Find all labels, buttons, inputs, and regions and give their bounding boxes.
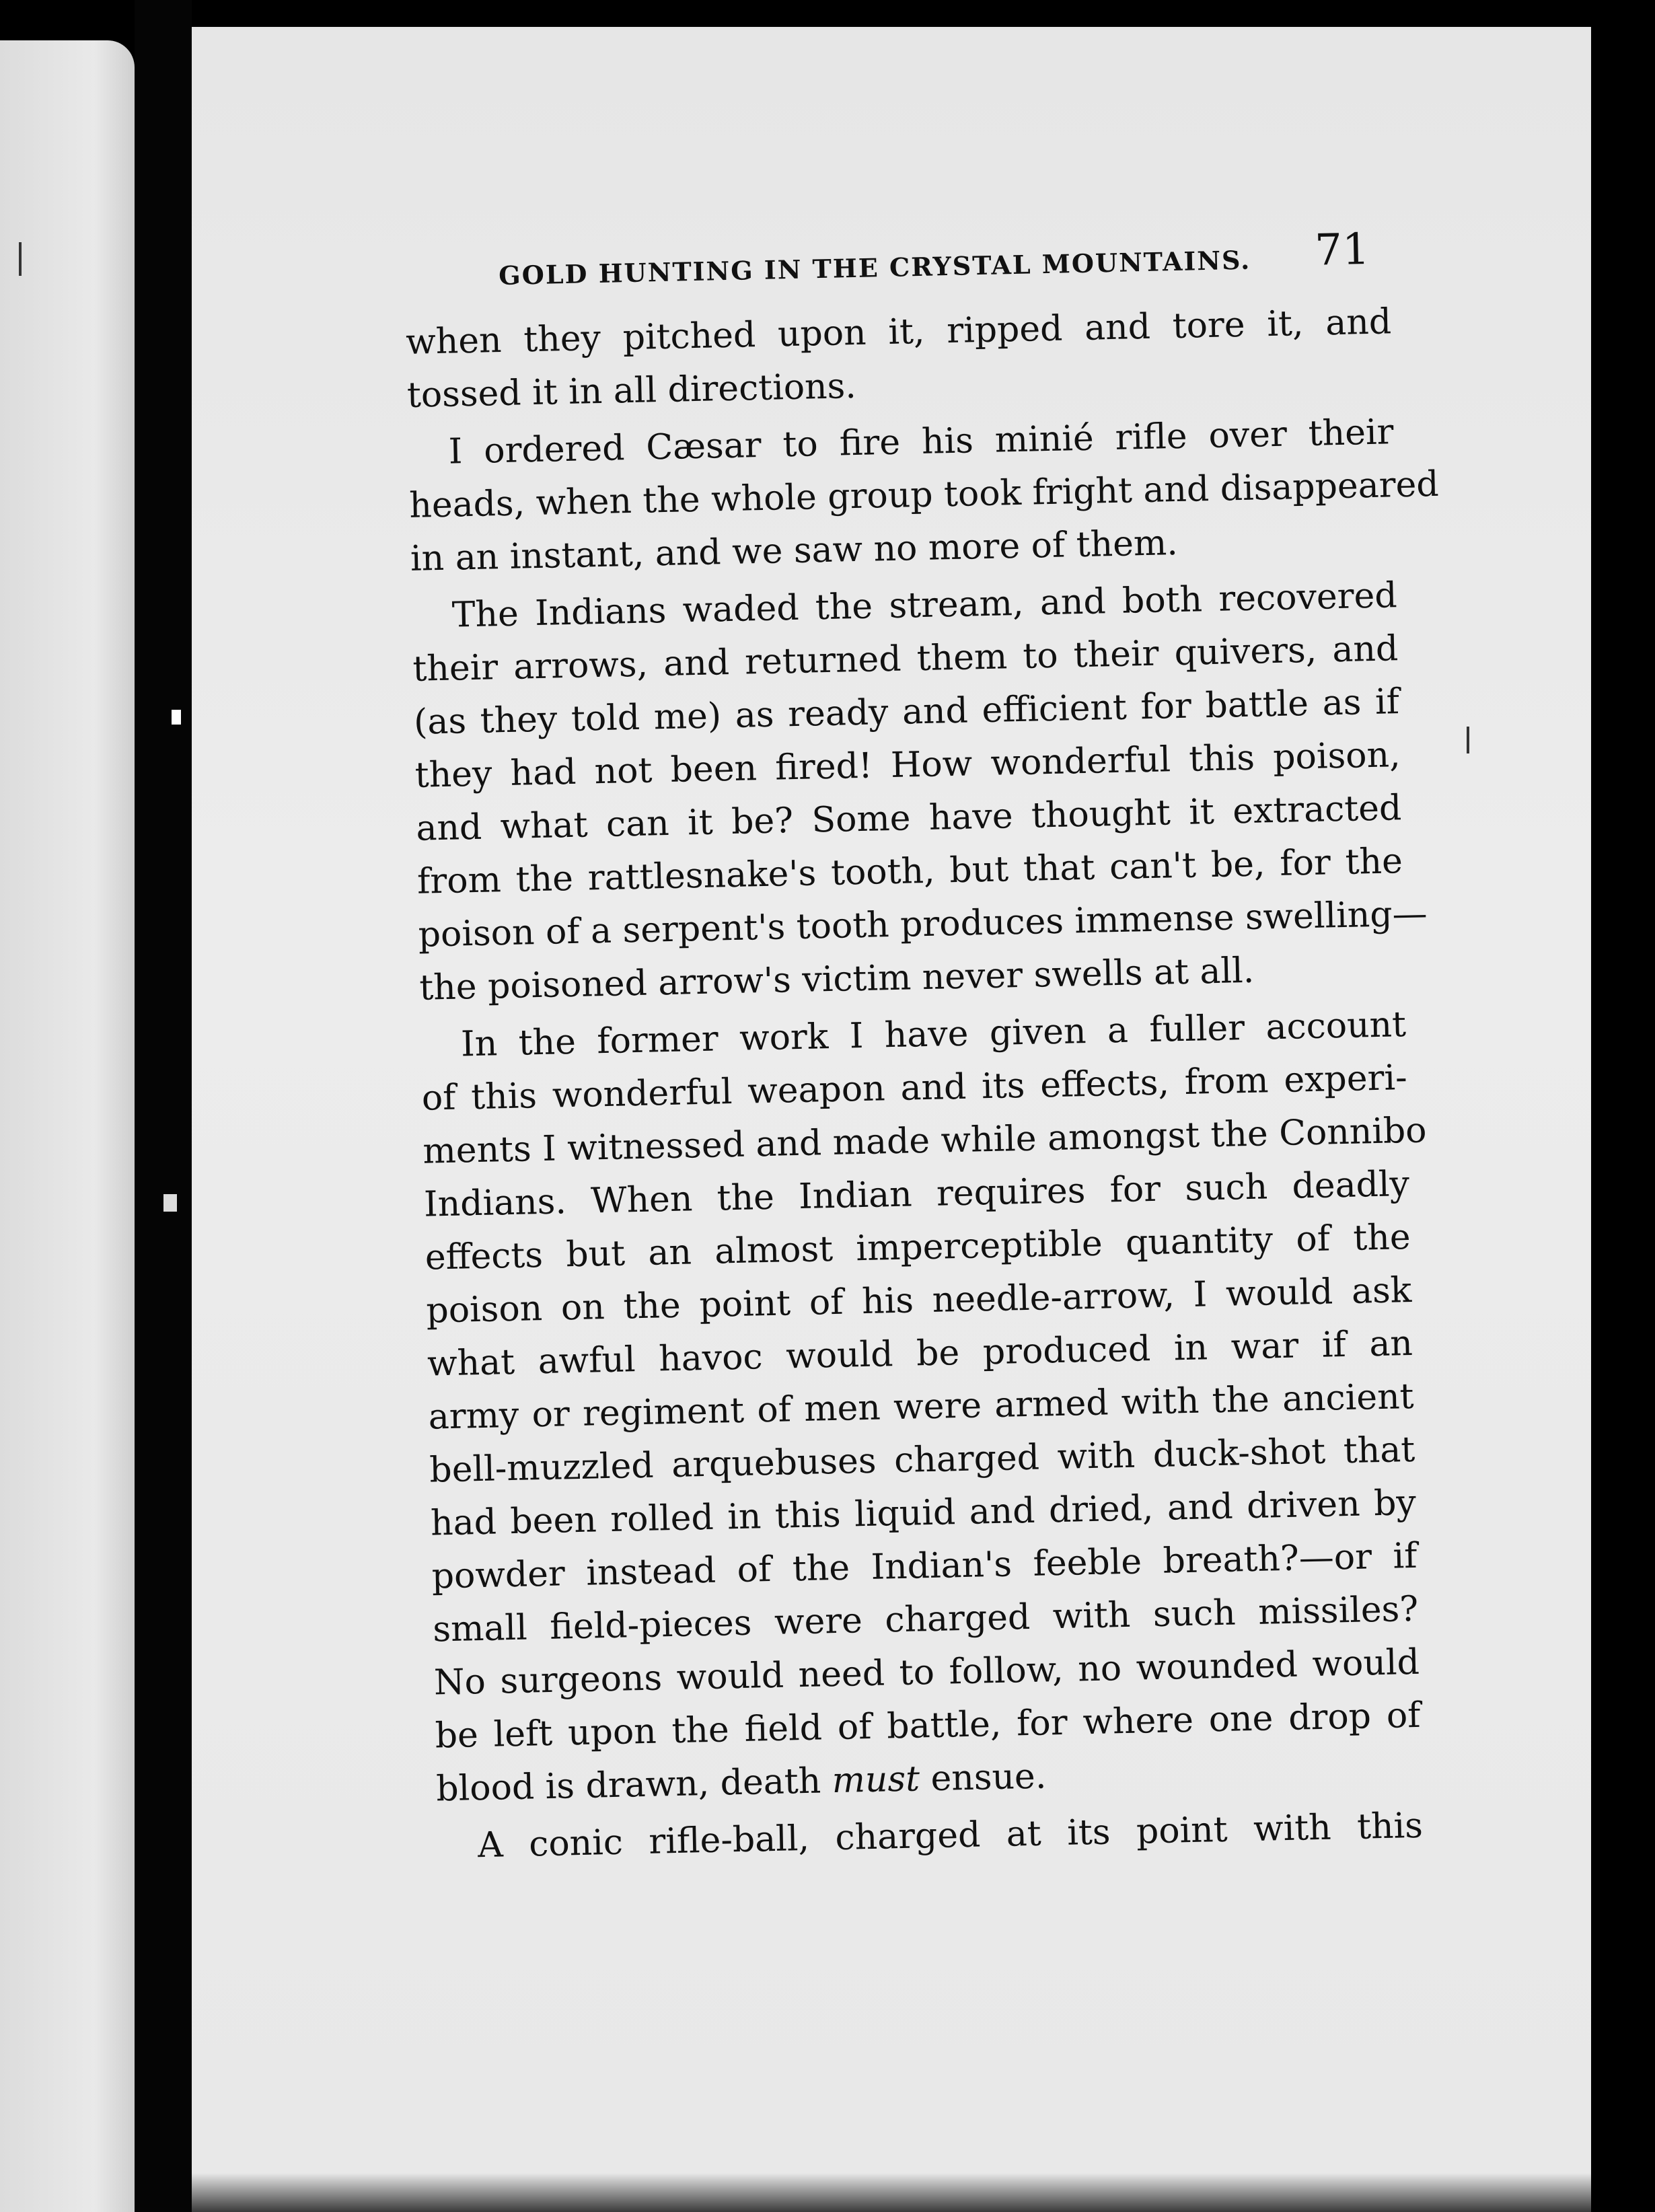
text-line: A conic rifle-ball, charged at its point with this <box>477 1805 1424 1866</box>
text-line: poison on the point of his needle-arrow, I would ask <box>425 1269 1412 1331</box>
text-line: tossed it in all directions. <box>406 365 857 416</box>
text-line: the poisoned arrow's victim never swells at all. <box>418 950 1255 1008</box>
text-line: No surgeons would need to follow, no wounded would <box>433 1642 1420 1703</box>
left-page-edge <box>0 40 135 2212</box>
italic-word: must <box>832 1759 920 1802</box>
body-text <box>405 295 1440 1873</box>
text-line: heads, when the whole group took fright and disappeared <box>408 464 1440 526</box>
speck-mark <box>1467 727 1469 753</box>
text-line: their arrows, and returned them to their quivers, and <box>412 628 1399 690</box>
text-line: be left upon the field of battle, for where one drop of <box>435 1695 1422 1757</box>
text-line: bell-muzzled arquebuses charged with duck-shot that <box>429 1429 1415 1491</box>
text-line: when they pitched upon it, ripped and tore it, and <box>405 301 1392 363</box>
speck-mark <box>19 242 22 276</box>
text-line: poison of a serpent's tooth produces immense swelling— <box>418 893 1428 955</box>
book-gutter <box>135 0 192 2212</box>
bottom-shadow <box>192 2173 1591 2212</box>
text-line: ments I witnessed and made while amongst the Connibo <box>422 1110 1428 1172</box>
text-line: what awful havoc would be produced in war if an <box>427 1323 1413 1385</box>
text-line: army or regiment of men were armed with the ancient <box>428 1376 1415 1438</box>
text-line: and what can it be? Some have thought it extracted <box>415 788 1402 849</box>
text-line: had been rolled in this liquid and dried, and driven by <box>430 1482 1417 1544</box>
right-scan-border <box>1591 0 1655 2212</box>
text-line: from the rattlesnake's tooth, but that can't be, for the <box>416 841 1403 902</box>
text-line: I ordered Cæsar to fire his minié rifle over their <box>448 412 1395 472</box>
text-line: small field-pieces were charged with such missiles? <box>432 1588 1419 1650</box>
text-line: Indians. When the Indian requires for such deadly <box>423 1164 1410 1225</box>
running-head: GOLD HUNTING IN THE CRYSTAL MOUNTAINS. <box>498 244 1251 291</box>
text-line: The Indians waded the stream, and both recovered <box>451 575 1398 636</box>
text-line: in an instant, and we saw no more of them. <box>410 523 1179 579</box>
speck-mark <box>163 1194 177 1212</box>
text-line: of this wonderful weapon and its effects, from experi- <box>421 1058 1408 1119</box>
text-segment: ensue. <box>930 1756 1047 1800</box>
text-line: powder instead of the Indian's feeble breath?—or if <box>431 1535 1418 1597</box>
text-line: (as they told me) as ready and efficient for battle as if <box>413 681 1400 743</box>
text-segment: blood is drawn, death <box>435 1761 821 1810</box>
speck-mark <box>172 710 181 725</box>
page-number: 71 <box>1314 224 1370 276</box>
text-line: In the former work I have given a fuller account <box>460 1004 1407 1065</box>
text-line: effects but an almost imperceptible quantity of the <box>425 1216 1411 1278</box>
page-text <box>404 215 1440 1873</box>
text-line: they had not been fired! How wonderful this poison, <box>414 735 1401 796</box>
